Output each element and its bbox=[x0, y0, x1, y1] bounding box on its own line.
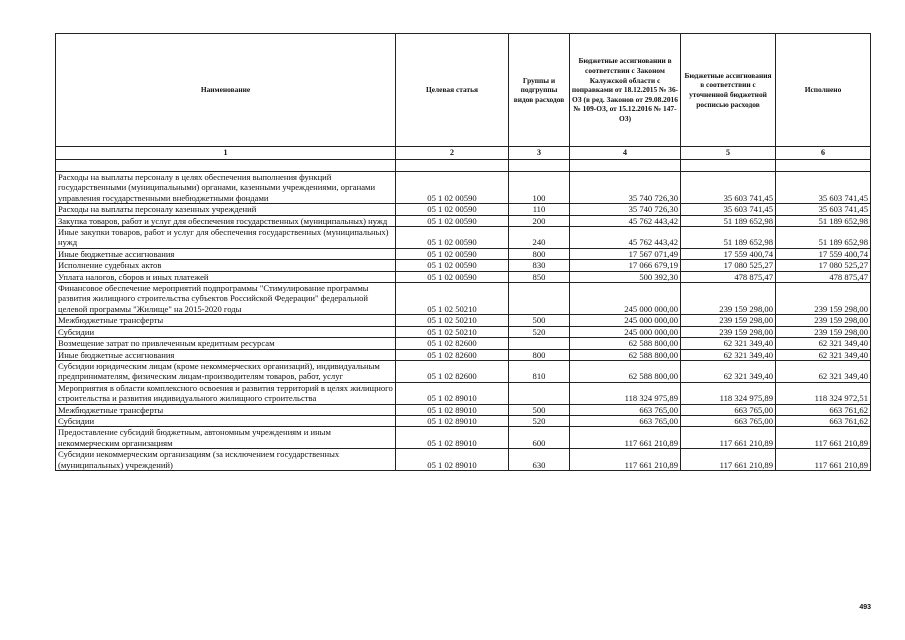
table-row bbox=[56, 449, 871, 471]
row-target-code: 05 1 02 00590 bbox=[396, 215, 509, 226]
row-executed-amount: 663 761,62 bbox=[776, 415, 871, 426]
row-law-amount: 35 740 726,30 bbox=[570, 204, 681, 215]
table-row bbox=[56, 427, 871, 449]
row-target-code: 05 1 02 89010 bbox=[396, 415, 509, 426]
header-executed: Исполнено bbox=[776, 34, 871, 147]
row-group-code bbox=[509, 338, 570, 349]
row-name: Субсидии некоммерческим организациям (за исключением государственных (муниципальных) учреждений) bbox=[56, 449, 396, 471]
row-name: Закупка товаров, работ и услуг для обеспечения государственных (муниципальных) нужд bbox=[56, 215, 396, 226]
row-law-amount: 663 765,00 bbox=[570, 404, 681, 415]
table-row bbox=[56, 204, 871, 215]
header-refined: Бюджетные ассигнования в соответствии с уточненной бюджетной росписью расходов bbox=[681, 34, 776, 147]
column-numbers-row bbox=[56, 147, 871, 160]
column-number: 2 bbox=[396, 147, 509, 160]
row-group-code: 520 bbox=[509, 326, 570, 337]
row-name: Субсидии bbox=[56, 415, 396, 426]
row-law-amount: 245 000 000,00 bbox=[570, 283, 681, 315]
row-executed-amount: 62 321 349,40 bbox=[776, 360, 871, 382]
row-target-code: 05 1 02 82600 bbox=[396, 360, 509, 382]
column-number: 1 bbox=[56, 147, 396, 160]
row-group-code: 830 bbox=[509, 260, 570, 271]
row-group-code: 110 bbox=[509, 204, 570, 215]
row-refined-amount: 17 080 525,27 bbox=[681, 260, 776, 271]
row-group-code: 810 bbox=[509, 360, 570, 382]
header-groups: Группы и подгруппы видов расходов bbox=[509, 34, 570, 147]
row-name: Уплата налогов, сборов и иных платежей bbox=[56, 271, 396, 282]
row-group-code: 800 bbox=[509, 248, 570, 259]
row-refined-amount: 62 321 349,40 bbox=[681, 349, 776, 360]
header-name: Наименование bbox=[56, 34, 396, 147]
row-group-code: 850 bbox=[509, 271, 570, 282]
row-refined-amount: 62 321 349,40 bbox=[681, 338, 776, 349]
row-law-amount: 117 661 210,89 bbox=[570, 427, 681, 449]
row-target-code: 05 1 02 00590 bbox=[396, 271, 509, 282]
header-target: Целевая статья bbox=[396, 34, 509, 147]
spacer-cell bbox=[56, 160, 396, 172]
row-executed-amount: 117 661 210,89 bbox=[776, 449, 871, 471]
table-row bbox=[56, 338, 871, 349]
row-law-amount: 117 661 210,89 bbox=[570, 449, 681, 471]
row-executed-amount: 117 661 210,89 bbox=[776, 427, 871, 449]
row-law-amount: 45 762 443,42 bbox=[570, 227, 681, 249]
budget-table bbox=[55, 33, 871, 471]
row-executed-amount: 62 321 349,40 bbox=[776, 338, 871, 349]
header-row bbox=[56, 34, 871, 147]
table-row bbox=[56, 360, 871, 382]
spacer-cell bbox=[776, 160, 871, 172]
table-row bbox=[56, 172, 871, 204]
row-executed-amount: 17 080 525,27 bbox=[776, 260, 871, 271]
row-name: Расходы на выплаты персоналу казенных учреждений bbox=[56, 204, 396, 215]
row-name: Иные бюджетные ассигнования bbox=[56, 248, 396, 259]
row-name: Межбюджетные трансферты bbox=[56, 315, 396, 326]
row-executed-amount: 239 159 298,00 bbox=[776, 315, 871, 326]
column-number: 3 bbox=[509, 147, 570, 160]
row-target-code: 05 1 02 50210 bbox=[396, 326, 509, 337]
row-group-code: 520 bbox=[509, 415, 570, 426]
row-target-code: 05 1 02 00590 bbox=[396, 248, 509, 259]
row-refined-amount: 117 661 210,89 bbox=[681, 449, 776, 471]
table-row bbox=[56, 326, 871, 337]
row-executed-amount: 51 189 652,98 bbox=[776, 215, 871, 226]
row-name: Субсидии юридическим лицам (кроме некоммерческих организаций), индивидуальным предпринимателям, физическим лицам-производителям товаров, работ, услуг bbox=[56, 360, 396, 382]
table-row bbox=[56, 415, 871, 426]
row-refined-amount: 663 765,00 bbox=[681, 415, 776, 426]
row-group-code: 600 bbox=[509, 427, 570, 449]
row-target-code: 05 1 02 00590 bbox=[396, 227, 509, 249]
row-target-code: 05 1 02 82600 bbox=[396, 349, 509, 360]
row-refined-amount: 51 189 652,98 bbox=[681, 227, 776, 249]
table-row bbox=[56, 382, 871, 404]
row-target-code: 05 1 02 82600 bbox=[396, 338, 509, 349]
row-name: Возмещение затрат по привлеченным кредитным ресурсам bbox=[56, 338, 396, 349]
row-name: Мероприятия в области комплексного освоения и развития территорий в целях жилищного строительства и развития индивидуального жилищного строительства bbox=[56, 382, 396, 404]
row-refined-amount: 51 189 652,98 bbox=[681, 215, 776, 226]
row-group-code: 100 bbox=[509, 172, 570, 204]
row-law-amount: 62 588 800,00 bbox=[570, 349, 681, 360]
row-name: Иные бюджетные ассигнования bbox=[56, 349, 396, 360]
column-number: 4 bbox=[570, 147, 681, 160]
row-law-amount: 17 066 679,19 bbox=[570, 260, 681, 271]
row-refined-amount: 35 603 741,45 bbox=[681, 172, 776, 204]
table-row bbox=[56, 248, 871, 259]
row-executed-amount: 478 875,47 bbox=[776, 271, 871, 282]
row-refined-amount: 17 559 400,74 bbox=[681, 248, 776, 259]
row-group-code: 800 bbox=[509, 349, 570, 360]
row-executed-amount: 35 603 741,45 bbox=[776, 172, 871, 204]
row-target-code: 05 1 02 89010 bbox=[396, 449, 509, 471]
row-law-amount: 17 567 071,49 bbox=[570, 248, 681, 259]
spacer-row bbox=[56, 160, 871, 172]
row-name: Расходы на выплаты персоналу в целях обеспечения выполнения функций государственными (муниципальными) органами, казенными учреждениями, органами управления государственными внебюджетными фондами bbox=[56, 172, 396, 204]
row-law-amount: 35 740 726,30 bbox=[570, 172, 681, 204]
row-target-code: 05 1 02 00590 bbox=[396, 204, 509, 215]
table-row bbox=[56, 283, 871, 315]
spacer-cell bbox=[570, 160, 681, 172]
row-refined-amount: 118 324 975,89 bbox=[681, 382, 776, 404]
row-target-code: 05 1 02 89010 bbox=[396, 404, 509, 415]
row-name: Финансовое обеспечение мероприятий подпрограммы "Стимулирование программы развития жилищного строительства субъектов Российской Федерации" федеральной целевой программы "Жилище" на 2015-2020 годы bbox=[56, 283, 396, 315]
row-name: Межбюджетные трансферты bbox=[56, 404, 396, 415]
row-refined-amount: 35 603 741,45 bbox=[681, 204, 776, 215]
row-executed-amount: 118 324 972,51 bbox=[776, 382, 871, 404]
page-number: 493 bbox=[859, 604, 871, 611]
row-group-code: 500 bbox=[509, 404, 570, 415]
row-law-amount: 500 392,30 bbox=[570, 271, 681, 282]
table-row bbox=[56, 227, 871, 249]
column-number: 5 bbox=[681, 147, 776, 160]
row-name: Иные закупки товаров, работ и услуг для обеспечения государственных (муниципальных) нужд bbox=[56, 227, 396, 249]
row-refined-amount: 663 765,00 bbox=[681, 404, 776, 415]
row-target-code: 05 1 02 50210 bbox=[396, 283, 509, 315]
row-target-code: 05 1 02 89010 bbox=[396, 382, 509, 404]
spacer-cell bbox=[681, 160, 776, 172]
row-name: Предоставление субсидий бюджетным, автономным учреждениям и иным некоммерческим организациям bbox=[56, 427, 396, 449]
row-refined-amount: 117 661 210,89 bbox=[681, 427, 776, 449]
row-group-code bbox=[509, 382, 570, 404]
row-executed-amount: 35 603 741,45 bbox=[776, 204, 871, 215]
row-executed-amount: 51 189 652,98 bbox=[776, 227, 871, 249]
table-row bbox=[56, 215, 871, 226]
row-law-amount: 62 588 800,00 bbox=[570, 360, 681, 382]
row-law-amount: 62 588 800,00 bbox=[570, 338, 681, 349]
row-group-code: 630 bbox=[509, 449, 570, 471]
row-executed-amount: 239 159 298,00 bbox=[776, 326, 871, 337]
row-law-amount: 245 000 000,00 bbox=[570, 315, 681, 326]
row-target-code: 05 1 02 50210 bbox=[396, 315, 509, 326]
row-refined-amount: 62 321 349,40 bbox=[681, 360, 776, 382]
table-row bbox=[56, 315, 871, 326]
row-target-code: 05 1 02 00590 bbox=[396, 172, 509, 204]
row-group-code: 240 bbox=[509, 227, 570, 249]
row-refined-amount: 239 159 298,00 bbox=[681, 315, 776, 326]
row-group-code: 200 bbox=[509, 215, 570, 226]
row-name: Исполнение судебных актов bbox=[56, 260, 396, 271]
row-name: Субсидии bbox=[56, 326, 396, 337]
row-refined-amount: 239 159 298,00 bbox=[681, 283, 776, 315]
row-law-amount: 118 324 975,89 bbox=[570, 382, 681, 404]
spacer-cell bbox=[396, 160, 509, 172]
row-refined-amount: 478 875,47 bbox=[681, 271, 776, 282]
row-law-amount: 245 000 000,00 bbox=[570, 326, 681, 337]
table-row bbox=[56, 404, 871, 415]
table-row bbox=[56, 260, 871, 271]
header-law: Бюджетные ассигновании в соответствии с Законом Калужской области с поправками от 18.12.2015 № 36-ОЗ (в ред. Законов от 29.08.2016 № 109-ОЗ, от 15.12.2016 № 147-ОЗ) bbox=[570, 34, 681, 147]
budget-table-sheet bbox=[55, 33, 871, 471]
table-row bbox=[56, 349, 871, 360]
row-law-amount: 663 765,00 bbox=[570, 415, 681, 426]
row-executed-amount: 663 761,62 bbox=[776, 404, 871, 415]
row-group-code: 500 bbox=[509, 315, 570, 326]
row-refined-amount: 239 159 298,00 bbox=[681, 326, 776, 337]
row-executed-amount: 62 321 349,40 bbox=[776, 349, 871, 360]
row-group-code bbox=[509, 283, 570, 315]
column-number: 6 bbox=[776, 147, 871, 160]
spacer-cell bbox=[509, 160, 570, 172]
table-row bbox=[56, 271, 871, 282]
row-law-amount: 45 762 443,42 bbox=[570, 215, 681, 226]
row-executed-amount: 17 559 400,74 bbox=[776, 248, 871, 259]
row-executed-amount: 239 159 298,00 bbox=[776, 283, 871, 315]
row-target-code: 05 1 02 00590 bbox=[396, 260, 509, 271]
table-body bbox=[56, 147, 871, 471]
row-target-code: 05 1 02 89010 bbox=[396, 427, 509, 449]
